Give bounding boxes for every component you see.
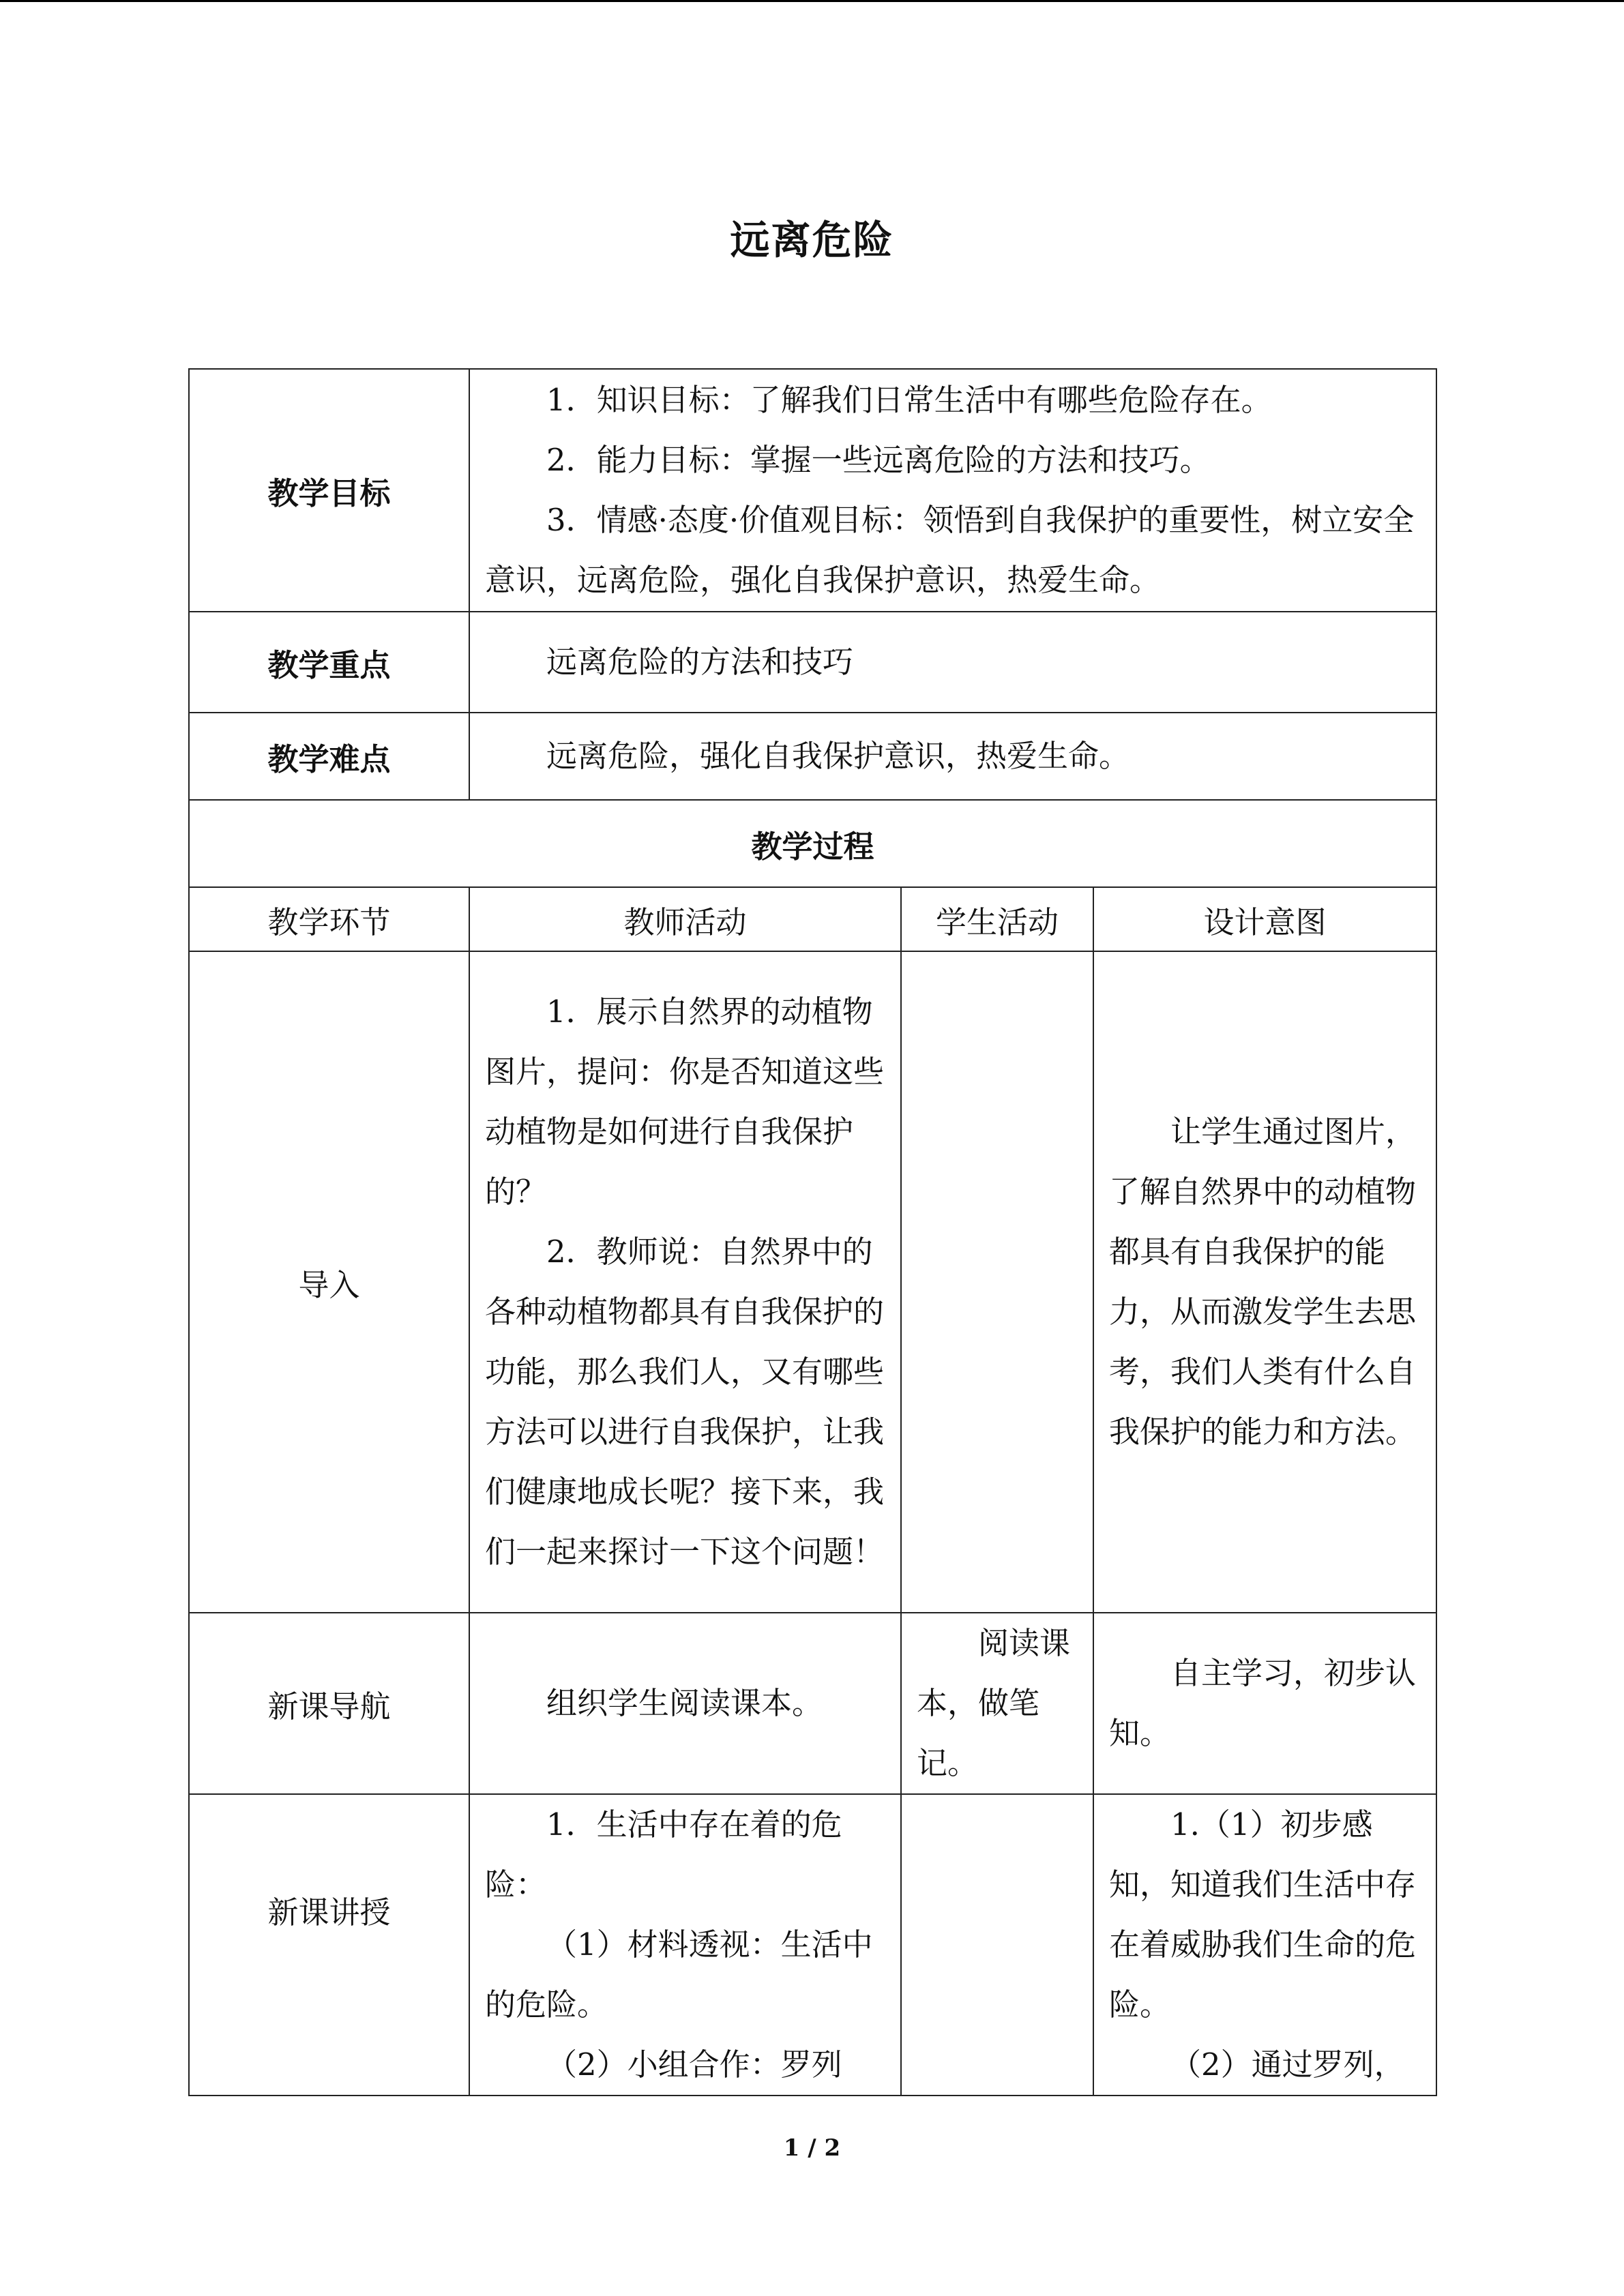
table-row — [189, 1794, 1436, 2096]
key-point-content — [469, 612, 1436, 713]
design-intent-paragraph: 让学生通过图片，了解自然界中的动植物都具有自我保护的能力，从而激发学生去思考，我们人类有什么自我保护的能力和方法。 — [1109, 1114, 1417, 1450]
header-intent: 设计意图 — [1093, 887, 1436, 951]
header-stage: 教学环节 — [189, 887, 469, 951]
objectives-label: 教学目标 — [189, 369, 469, 612]
difficult-point-label: 教学难点 — [189, 713, 469, 800]
objective-knowledge: 1．知识目标：了解我们日常生活中有哪些危险存在。 — [546, 382, 1272, 418]
design-intent-paragraph: （2）通过罗列， — [1170, 2046, 1405, 2083]
teacher-activity-cell — [469, 1613, 901, 1794]
design-intent-paragraph: 1.（1）初步感知，知道我们生活中存在着威胁我们生命的危险。 — [1109, 1806, 1417, 2023]
objectives-row — [189, 369, 1436, 612]
objective-ability: 2．能力目标：掌握一些远离危险的方法和技巧。 — [546, 442, 1211, 478]
design-intent-cell — [1093, 1794, 1436, 2096]
key-point-text: 远离危险的方法和技巧 — [546, 644, 854, 680]
process-header-row — [189, 887, 1436, 951]
student-activity-paragraph: 阅读课本，做笔记。 — [917, 1625, 1071, 1781]
lesson-plan-table — [188, 368, 1437, 2096]
top-rule — [0, 0, 1624, 2]
objective-attitude: 3．情感·态度·价值观目标：领悟到自我保护的重要性，树立安全意识，远离危险，强化自我保护意识，热爱生命。 — [485, 502, 1415, 598]
process-title-row — [189, 800, 1436, 887]
key-point-row — [189, 612, 1436, 713]
difficult-point-text: 远离危险，强化自我保护意识，热爱生命。 — [546, 738, 1130, 774]
stage-cell: 导入 — [189, 951, 469, 1613]
teacher-activity-paragraph: 1．展示自然界的动植物图片，提问：你是否知道这些动植物是如何进行自我保护的？ — [485, 994, 885, 1210]
page-title: 远离危险 — [730, 217, 894, 263]
teacher-activity-paragraph: （1）材料透视：生活中的危险。 — [485, 1926, 873, 2023]
table-row — [189, 951, 1436, 1613]
teacher-activity-cell — [469, 951, 901, 1613]
student-activity-cell — [901, 1794, 1093, 2096]
teacher-activity-paragraph: 1．生活中存在着的危险： — [485, 1806, 842, 1903]
difficult-point-row — [189, 713, 1436, 800]
design-intent-cell — [1093, 1613, 1436, 1794]
student-activity-cell — [901, 951, 1093, 1613]
header-student: 学生活动 — [901, 887, 1093, 951]
process-title: 教学过程 — [189, 800, 1436, 887]
teacher-activity-paragraph: （2）小组合作：罗列 — [546, 2046, 842, 2083]
objectives-content — [469, 369, 1436, 612]
teacher-activity-paragraph: 组织学生阅读课本。 — [546, 1685, 823, 1721]
stage-cell: 新课导航 — [189, 1613, 469, 1794]
teacher-activity-paragraph: 2．教师说：自然界中的各种动植物都具有自我保护的功能，那么我们人，又有哪些方法可以进行自我保护，让我们健康地成长呢？接下来，我们一起来探讨一下这个问题！ — [485, 1234, 885, 1570]
stage-cell: 新课讲授 — [189, 1794, 469, 2096]
table-row — [189, 1613, 1436, 1794]
teacher-activity-cell — [469, 1794, 901, 2096]
header-teacher: 教师活动 — [469, 887, 901, 951]
student-activity-cell — [901, 1613, 1093, 1794]
difficult-point-content — [469, 713, 1436, 800]
page-number: 1 / 2 — [783, 2134, 841, 2162]
key-point-label: 教学重点 — [189, 612, 469, 713]
design-intent-paragraph: 自主学习，初步认知。 — [1109, 1655, 1417, 1751]
design-intent-cell — [1093, 951, 1436, 1613]
